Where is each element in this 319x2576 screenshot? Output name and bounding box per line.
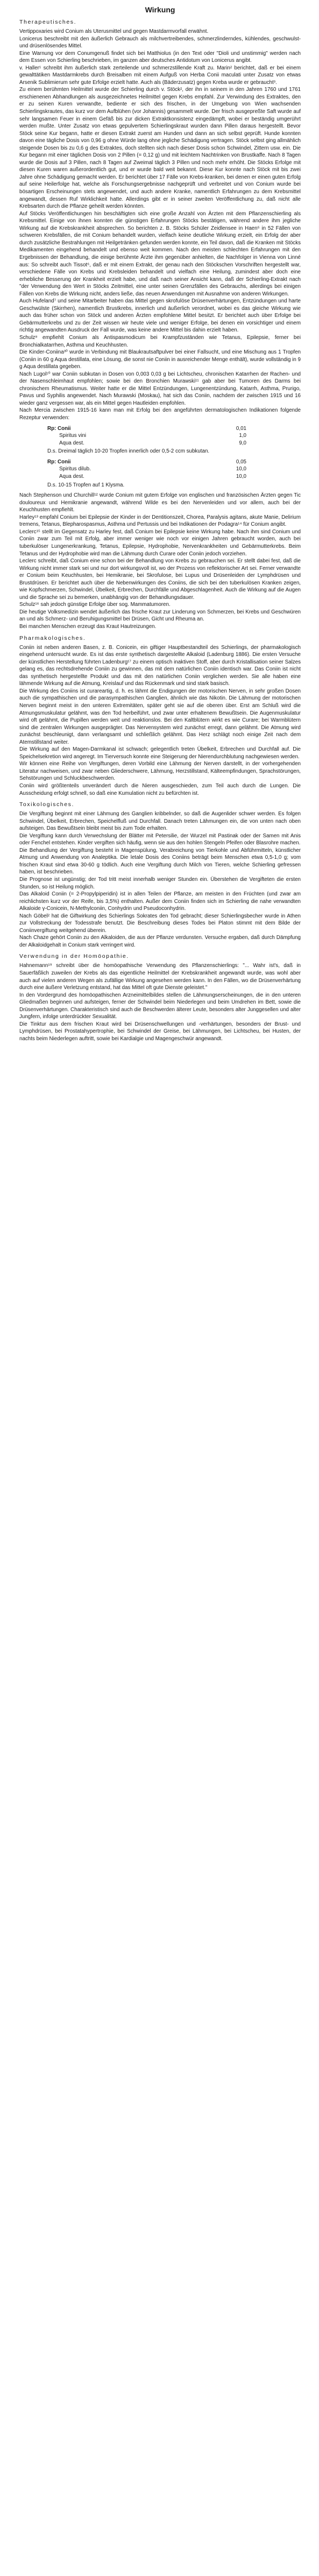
paragraph: Die Behandlung der Vergiftung besteht in Magenspülung, Verabreichung von Tierkohle und Abführmitteln, künstlicher Atmung und Anwendung von Analeptika. Die letale Dosis des Coniins beträgt beim Menschen etwa 0,5-1,0 g; vom frischen Kraut sind etwa 30-60 g tödlich. Auch eine Vergiftung durch Milch von Tieren, welche Schierling gefressen haben, ist beschrieben.: [19, 847, 301, 876]
prescription-ingredient: Spiritus vini: [59, 433, 87, 439]
paragraph: Nach Lugol¹⁰ war Coniin subkutan in Dosen von 0,003 0,03 g bei Lichtscheu, chronischen Katarrhen der Rachen- und der Nasenschleimhaut empfohlen; sowie bei den Bronchien Murawski¹¹ gab aber bei Tumoren des Darms bei chronischem Rheumatismus. Weiter hatte er die Mittel Entzündungen, Lungenentzündung, Katarrh, Asthma, Prurigo, Pavus und Syphilis angewendet. Nach Murawski (Moskau), hat sich das Coniin, nachdem der zwischen 1915 und 16 wieder ganz vergessen war, als ein Mittel gegen Hautleiden empfohlen.: [19, 371, 301, 406]
prescription-row: [47, 465, 246, 473]
paragraph: Coniin ist neben anderen Basen, z. B. Conicein, ein giftiger Hauptbestandteil des Schierlings, der pharmakologisch eingehend untersucht wurde. Es ist das erste synthetisch dargestellte Alkaloid (Ladenburg 1886). Die ersten Versuche der künstlichen Herstellung führten Ladenburg¹⁷ zu einem optisch inaktiven Stoff, aber durch Kristallisation seiner Salzes gelang es, das rechtsdrehende Coniin zu gewinnen, das mit dem natürlichen Coniin identisch war. Das Coniin ist nicht das synthetisch hergestellte Produkt und das mit den natürlichen Coniin verglichen werden. Sie alle haben eine lähmende Wirkung auf die Atmung, Kreislauf und das Rückenmark und sind stark basisch.: [19, 644, 301, 687]
paragraph: Eine Warnung vor dem Conumgenuß findet sich bei Matthiolus (in den Text oder "Dioli und unstimmig" werden nach dem Essen von Schierling beschrieben, im ganzen aber deutsches Antidotum von Lonicerus angibt.: [19, 50, 301, 64]
paragraph: Auf Stöcks Veröffentlichungen hin beschäftigten sich eine große Anzahl von Ärzten mit dem Pflanzenschierling als Krebsmittel. Einige von ihnen konnten die günstigen Erfahrungen Stöcks bestätigen, während andere ihm jegliche Wirkung auf die Krebskrankheit absprechen. So berichten z. B. Stöcks Schüler Zeidlensee in Haen⁵ in 52 Fällen von schweren Krebsfällen, die mit Conium behandelt wurden, vielfach keine deutliche Wirkung erzielt, ein Erfolg der aber durch zusätzliche Bestrahlungen mit Heilgetränken gefunden werden konnte, ein Teil davon, daß die Kranken mit Stöcks Medikamenten eingehend behandelt und ebenso weit kommen. Nach den meisten schlechten Erfahrungen mit den Ergebnissen der Behandlung, die einige berühmte Ärzte ihm gegenüber anhielten, die Nachfolger in Vienna von Linné aus: So schreibt auch Tissot⁶, daß er mit einem Extrakt, der genau nach den Stöckschen Vorschriften hergestellt war, verschiedene Fälle von Krebs und Krebsleiden behandelt und vielfach eine Heilung, zumindest aber doch eine erhebliche Besserung der Krankheit erzielt habe, und daß nach seiner Ansicht kann, daß der Schierling-Extrakt nach "der Verwendung den Wert in Stöcks Zeitmittel, eine unter seinen Grenzfällen des Gebrauchs, allerdings bei einigen Fällen von Krebs die Wirkung nicht, anders ließe, das neuen Anwendungen mit Ausnahme von anderen Wirkungen.: [19, 210, 301, 297]
paragraph: Die heutige Volksmedizin wendet äußerlich das frische Kraut zur Linderung von Schmerzen, bei Krebs und Geschwüren an und als Schmerz- und Beruhigungsmittel bei Drüsen, Gicht und Rheuma an.: [19, 609, 301, 623]
paragraph: Harley¹³ empfahl Conium bei Epilepsie der Kinder in der Dentitionszeit, Chorea, Paralysis agitans, akute Manie, Delirium tremens, Tetanus, Blepharospasmus, Asthma und Pertussis und bei Indikationen der Podagra¹⁴ für Conium angibt.: [19, 514, 301, 528]
page-title: Wirkung: [145, 5, 175, 14]
prescription-ingredient: Aqua dest.: [59, 440, 84, 446]
section-toxikologisches: [19, 810, 301, 949]
paragraph: Das Alkaloid Coniin (= 2-Propylpiperidin) ist in allen Teilen der Pflanze, am meisten in den Früchten (und zwar am reichlichsten kurz vor der Reife, bis 3,5%) enthalten. Außer dem Coniin finden sich im Schierling die nahe verwandten Alkaloide γ-Conicein, N-Methylconiin, Conhydrin und Pseudoconhydrin.: [19, 891, 301, 912]
section-homoeopathie: [19, 962, 301, 1042]
paragraph: Coniin wird größtenteils unverändert durch die Nieren ausgeschieden, zum Teil auch durch die Lungen. Die Ausscheidung erfolgt schnell, so daß eine Kumulation nicht zu befürchten ist.: [19, 782, 301, 796]
section-pharmakologisches: [19, 644, 301, 797]
paragraph: Lonicerus beschreibt mit den äußerlich Gebrauch als milchvertreibendes, schmerzlinderndes, kühlendes, geschwulst- und drüsenlösendes Mittel.: [19, 36, 301, 50]
prescription-note: D.s. Dreimal täglich 10-20 Tropfen innerlich oder 0,5-2 ccm subkutan.: [47, 448, 210, 455]
prescription-amount: 9,0: [239, 440, 246, 446]
paragraph: Zu einem berühmten Heilmittel wurde der Schierling durch v. Stöck², der ihn in seinem in den Jahren 1760 und 1761 erschienenen Abhandlungen als ausgezeichnetes Heilmittel gegen Krebs empfahl. Zur Verwindung des Extraktes, den er zu seinen Kuren verwandte, bediente er sich des frischen, in der Umgebung von Wien wachsenden Schierlingskrautes, das kurz vor dem Aufblühen (vor Johannis) gesammelt wurde. Der frisch ausgepreßte Saft wurde auf sehr langsamen Feuer in einem Gefäß bis zur dicken Extraktkonsistenz eingedämpft, wobei er beständig umgerührt werden mußte. Unter Zusatz von etwas gepulvertem Schierlingskraut wurden dann Pillen daraus hergestellt. Bevor Stöck seine Kur begann, hatte er diesen Extrakt zuerst am Hunden und dann an sich selbst geprüft. Hunde konnten davon eine tägliche Dosis von 0,96 g ohne Würde lang ohne jegliche Schädigung vertragen. Stöck selbst ging allmählich steigende Dosen bis zu 0,6 g des Extraktes, doch stellten sich nach dieser Dosis schon Schwindel, Zittern usw. ein. Die Kur begann mit einer täglichen Dosis von 2 Pillen (= 0,12 g) und mit leichtem Nachtrinken von Brustkaffe. Nach 8 Tagen wurde die Dosis auf 3 Pillen, nach 8 Tagen auf Zweimal täglich 3 Pillen und noch mehr erhöht. Die Stöcks Erfolge mit diesen Kuren waren außerordentlich gut, und er wurde bald weit bekannt. Diese Kur konnte nach Stöck mit bis zwei Jahre ohne Schädigung gemacht werden. Er berichtet über 17 Fälle von Krebs-kranken, bei denen er einen guten Erfolg auf seine Heilerfolge hat, welche als Forschungsergebnisse nachgeprüft und verbreitet und von Conium wurde bei bösartigen Erscheinungen stets angewendet, und auch andere Kranke, namentlich Erfahrungen zu dem Krebsmittel angewandt, dessen Ruf Wirklichkeit hatte. Allerdings gibt er in seiner zweiten Veröffentlichung zu, daß nicht alle Krebsarten durch die Pflanze geheilt werden könnten.: [19, 87, 301, 210]
paragraph: Bei manchen Menschen erzeugt das Kraut Hautreizungen.: [19, 624, 157, 630]
paragraph: Die Vergiftung kann durch Verwechslung der Blätter mit Petersilie, der Wurzel mit Pastinak oder der Samen mit Anis oder Fenchel entstehen. Kinder vergiften sich häufig, wenn sie aus den hohlen Stengeln Pfeifen oder Blasrohre machen.: [19, 832, 301, 846]
paragraph: Nach Göbel² hat die Giftwirkung des Schierlings Sokrates den Tod gebracht; dieser Schierlingsbecher wurde in Athen zur Vollstreckung der Todesstrafe benutzt. Die Beschreibung dieses Todes bei Platon stimmt mit dem Bilde der Coniinvergiftung weitgehend überein.: [19, 913, 301, 934]
prescription-note: D.s. 10-15 Tropfen auf 1 Klysma.: [47, 482, 125, 488]
prescription-amount: 0,01: [236, 425, 246, 432]
section-heading-homoeopathie: Verwendung in der Homöopathie.: [19, 953, 129, 960]
paragraph: Auch Hufeland⁷ und seine Mitarbeiter haben das Mittel gegen skrofulöse Drüsenverhärtungen, Entzündungen und harte Geschwülste (Skirrhen), namentlich Brustkrebs, innerlich und äußerlich verordnet, wobei es das gleiche Wirkung wie auch das früher schon von Stöck und anderen Ärzten empfohlene Mittel besitzt. Er berichtet auch über Erfolge bei Gebärmutterkrebs und zu der Zeit wissen wir heute viele und weniger Erfolge, bei denen ein vorsichtiger und einem richtig angewandten Ausdruck der Fall wurde, was keine andere Mittel bis dahin erzielt haben.: [19, 298, 301, 334]
prescription-row: [47, 440, 246, 447]
prescription-row: [47, 473, 246, 481]
paragraph: Schulz⁸ empfiehlt Conium als Antispasmodicum bei Krampfzuständen wie Tetanus, Epilepsie, ferner bei Bronchialkatarrhen, Asthma und Keuchhusten.: [19, 334, 301, 348]
paragraph: Die Kinder-Coniina³⁰ wurde in Verbindung mit Blaukrautsaftpulver bei einer Fallsucht, und eine Mischung aus 1 Tropfen (Coniin in 60 g Aqua destillata, eine Lösung, die sonst nie Coniin in ausreichender Menge enthält), wurde vollständig in 9 g Aqua destillata gegeben.: [19, 349, 301, 370]
prescription-amount: 0,05: [236, 458, 246, 465]
prescription-ingredient: Aqua dest.: [59, 474, 84, 480]
paragraph: Hahnemann¹⁹ schreibt über die homöopathische Verwendung des Pflanzenschierlings: "... Wahr ist's, daß in Sauerfäßlich zuweilen der Krebs als das eigentliche Heilmittel der Krebskrankheit angewandt wurde, was wohl aber auch auf vielen anderen Wegen als zufällige Wirkung angesehen werden kann. In den Fällen, wo die Drüsenverhärtung durch eine äußere Verletzung entstand, hat das Mittel oft gute Dienste geleistet.": [19, 963, 301, 991]
paragraph: Nach Stephenson und Churchill¹² wurde Conium mit gutem Erfolge von englischen und französischen Ärzten gegen Tic douloureux und Hemikranie angewandt, während Wilde es bei den Nervenleiden und vor allem, auch bei der Keuchhusten empfiehlt.: [19, 492, 301, 513]
prescription-amount: 10,0: [236, 466, 246, 472]
prescription-amount: 10,0: [236, 474, 246, 480]
prescription-row: [47, 432, 246, 440]
section-therapeutisches: [19, 28, 301, 631]
section-heading-therapeutisches: Therapeutisches.: [19, 19, 77, 25]
paragraph: Die Tinktur aus dem frischen Kraut wird bei Drüsenschwellungen und -verhärtungen, besonders der Brust- und Lymphdrüsen, bei Prostatahypertrophie, bei Schwindel der Greise, bei Lähmungen, bei Lichtscheu, bei Husten, der nachts beim Niederlegen auftritt, sowie bei Kardialgie und Magengeschwür angewandt.: [19, 1021, 301, 1042]
paragraph: Die Vergiftung beginnt mit einer Lähmung des Ganglien kribbelnder, so daß die Augenlider schwer werden. Es folgen Schwindel, Übelkeit, Erbrechen, Speichelfluß und Durchfall. Danach treten Lähmungen ein, die von unten nach oben aufsteigen. Das Bewußtsein bleibt meist bis zum Tode erhalten.: [19, 811, 301, 832]
prescription-block-2: [47, 458, 246, 489]
prescription-row: [47, 425, 246, 433]
paragraph: Nach Chaze gehört Coniin zu den Alkaloiden, die aus der Pflanze verdunsten. Versuche ergaben, daß durch Dämpfung der Alkaloidgehalt in Conium stark verringert wird.: [19, 935, 301, 948]
paragraph: Die Wirkung des Coniins ist curareartig, d. h. es lähmt die Endigungen der motorischen Nerven, in sehr großen Dosen auch die sympathischen und die parasympathischen Ganglien, ähnlich wie das Nikotin. Die Lähmung der motorischen Nerven beginnt meist in den unteren Extremitäten, später geht sie auf die oberen über. Erst am Schluß wird die Atmungsmuskulatur gelähmt, was den Tod herbeiführt, und zwar unter erhaltenem Bewußtsein. Die Augenmuskulatur wird oft gelähmt, die Pupillen werden weit und reaktionslos. Bei den Kaltblütern wirkt es wie Curare; bei Warmblütern sind die zentralen Wirkungen ausgeprägter. Das Nervensystem wird zunächst erregt, dann gelähmt. Die Atmung wird zunächst beschleunigt, dann verlangsamt und schließlich gelähmt. Das Herz schlägt noch einige Zeit nach dem Atemstillstand weiter.: [19, 688, 301, 745]
paragraph: Schulz¹⁶ sah jedoch günstige Erfolge über sog. Mammatumoren.: [19, 602, 171, 608]
paragraph: Wir können eine Reihe von Vergiftungen, deren Vorbild eine Lähmung der Nerven darstellt, in der vorhergehenden Literatur nachweisen, und zwar neben Gliederschwere, Lähmung, Herzstillstand, Kälteempfindungen, Sprachstörungen, Sehstörungen und Schluckbeschwerden.: [19, 761, 301, 782]
paragraph: Nach Mercia zwischen 1915-16 kann man mit Erfolg bei den angeführten dermatologischen Indikationen folgende Rezeptur verwenden:: [19, 407, 301, 421]
paragraph: v. Haller¹ schreibt ihm äußerlich stark zerteilende und schmerzstillende Kraft zu. Marin² berichtet, daß er bei einem gewalttätiken Mastdarmkrebs durch Breisalben mit einem Aufguß von Herba Conii maculati unter Zusatz von etwas Arsenik Sublimierum sehr gute Erfolge erzielt hatte. Auch als (Bäderzusatz) gegen Kreba wurde er gebraucht³.: [19, 65, 301, 86]
paragraph: Leclerc¹⁵ stellt im Gegensatz zu Harley fest, daß Conium bei Epilepsie keine Wirkung habe. Nach ihm sind Conium und Coniin zwar zum Teil mit Erfolg, aber immer weniger wie noch vor einigen Jahren gebraucht worden, auch bei tuberkulöser Lungenerkrankung, Tetanus, Epilepsie, Hydrophobie, Nervenkrankheiten und Gebärmutterkrebs. Beim Tetanus und der Hydrophobie wird man die Lähmung durch Curare oder Coniin jedoch vorziehen.: [19, 528, 301, 557]
section-heading-toxikologisches: Toxikologisches.: [19, 801, 75, 808]
prescription-ingredient: Spiritus dilub.: [59, 466, 91, 472]
prescription-ingredient: Rp: Conii: [47, 425, 71, 432]
paragraph: Leclerc schreibt, daß Conium eine schon bei der Behandlung von Krebs zu gebrauchen sei. Er stellt dabei fest, daß die Wirkung nicht immer stark sei und nur dort wirkungsvoll ist, wo der Prozess von reflektorischer Art sei. Ferner verwandte er Conium beim Keuchhusten, bei Hemikranie, bei Skrofulose, bei Lupus und Drüsenleiden der Lymphdrüsen und Brustdrüsen. Er berichtet auch über die Nebenwirkungen des Coniins, die sich bei den tuberkulösen Kranken zeigen, wie Kopfschmerzen, Schwindel, Übelkeit, Erbrechen, Durchfälle und Abgeschlagenheit. Auch die Wirkung auf die Augen und die Sprache sei zu bemerken, unabhängig von der Behandlungsdauer.: [19, 558, 301, 601]
paragraph: Die Wirkung auf den Magen-Darmkanal ist schwach; gelegentlich treten Übelkeit, Erbrechen und Durchfall auf. Die Speichelsekretion wird angeregt. Im Tierversuch konnte eine Steigerung der Nierendurchblutung nachgewiesen werden.: [19, 746, 301, 760]
section-heading-pharmakologisches: Pharmakologisches.: [19, 634, 86, 641]
paragraph: Die Prognose ist ungünstig; der Tod tritt meist innerhalb weniger Stunden ein. Überstehen die Vergifteten die ersten Stunden, so ist Heilung möglich.: [19, 876, 301, 890]
prescription-ingredient: Rp: Conii: [47, 458, 71, 465]
paragraph: Vertippoxaries wird Conium als Uterusmittel und gegen Mastdarmvorfall erwähnt.: [19, 29, 209, 34]
paragraph: In den Vordergrund des homöopathischen Arzneimittelbildes stellen die Lähmungserscheinungen, die in den unteren Gliedmaßen beginnen und aufsteigen, ferner der Schwindel beim Niederlegen und beim Umdrehen im Bett, sowie die Drüsenverhärtungen. Charakteristisch sind auch die Beschwerden älterer Leute, besonders alter Junggesellen und alter Jungfern, infolge unterdrückter Sexualität.: [19, 992, 301, 1020]
prescription-amount: 1,0: [239, 433, 246, 439]
prescription-block-1: [47, 425, 246, 455]
prescription-row: [47, 458, 246, 466]
